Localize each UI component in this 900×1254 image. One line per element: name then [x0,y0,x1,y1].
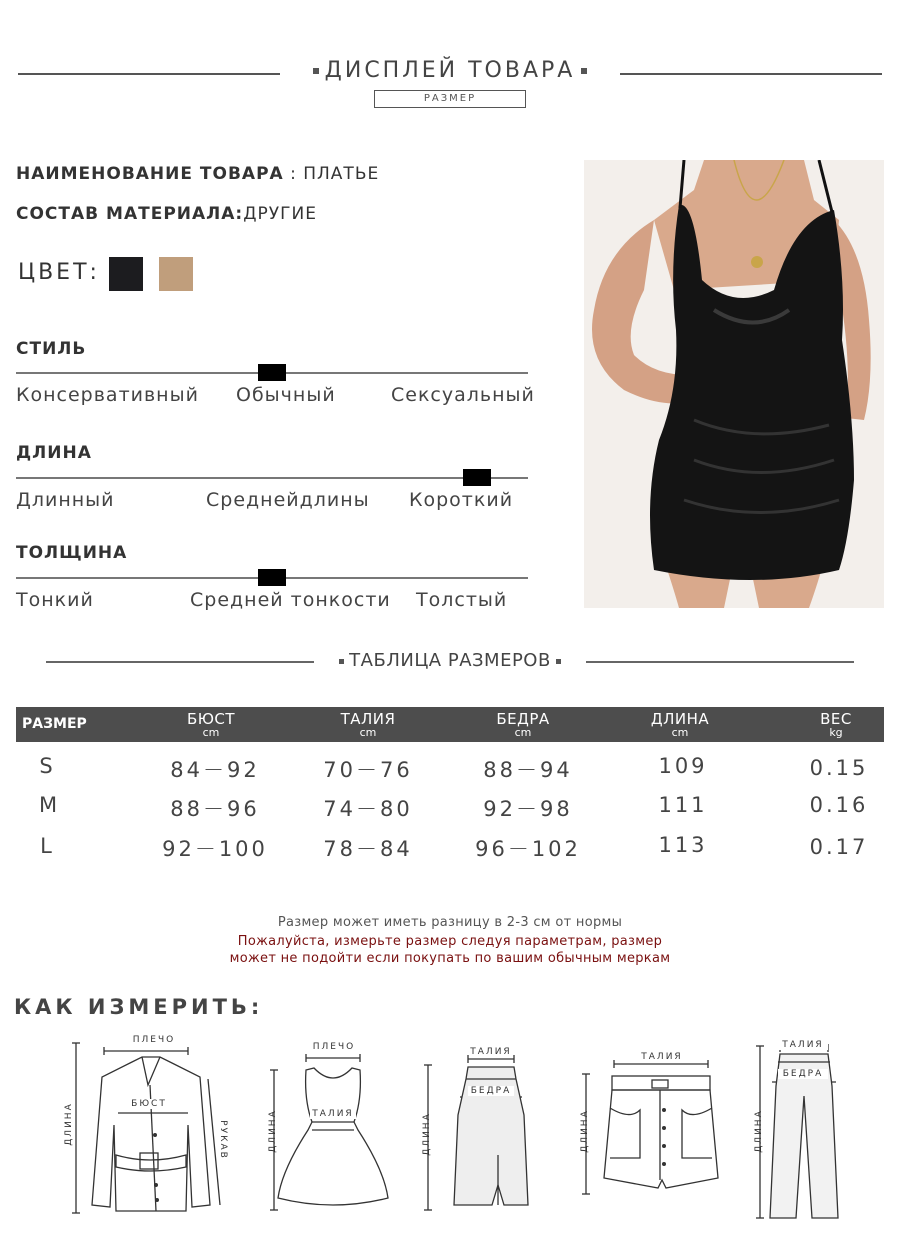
skirt-outline-icon [412,1045,552,1220]
shoulder-label: ПЛЕЧО [312,1042,356,1052]
model-dress-illustration [584,160,884,608]
column-header-name: ТАЛИЯ [340,710,396,728]
color-swatch-beige[interactable] [159,257,193,291]
scale-label-right: Толстый [416,589,508,611]
waist-cell: 78－84 [323,837,413,861]
scale-title: СТИЛЬ [16,339,87,359]
product-material-row [16,204,317,224]
hips-cell: 92－98 [483,797,573,821]
weight-cell: 0.17 [809,835,869,859]
pants-diagram [746,1036,856,1226]
square-bullet-icon [339,659,344,664]
length-label: ДЛИНА [64,1102,74,1146]
scale-label-mid: Средней тонкости [190,589,391,611]
scale-label-left: Консервативный [16,384,199,406]
scale-label-left: Тонкий [16,589,94,611]
weight-cell: 0.16 [809,793,869,817]
color-swatch-black[interactable] [109,257,143,291]
column-header-name: ДЛИНА [650,710,710,728]
column-header-name: БЮСТ [186,710,236,728]
size-table-title-text: ТАБЛИЦА РАЗМЕРОВ [349,650,551,671]
product-photo [584,160,884,608]
section-rule-left [46,661,314,663]
jacket-outline-icon [60,1035,240,1225]
length-label: ДЛИНА [422,1112,432,1156]
scale-label-mid: Среднейдлины [206,489,370,511]
waist-label: ТАЛИЯ [778,1040,828,1050]
column-header-waist [318,707,418,738]
waist-cell: 74－80 [323,797,413,821]
scale-label-left: Длинный [16,489,115,511]
shorts-outline-icon [570,1050,750,1200]
header-rule-right [620,73,882,75]
column-header-hips [473,707,573,738]
column-header-weight [786,707,886,738]
scale-marker [258,364,286,381]
product-name-value: : ПЛАТЬЕ [290,164,380,184]
size-table-title [316,650,584,671]
page-title [290,58,610,83]
size-cell: S [39,754,53,778]
column-header-length [630,707,730,738]
column-header-bust [161,707,261,738]
color-label: ЦВЕТ: [18,260,100,285]
product-material-value: ДРУГИЕ [243,204,317,224]
size-note: Размер может иметь разницу в 2-3 см от нормы [277,915,623,930]
size-cell: M [38,793,58,817]
jacket-diagram [60,1035,240,1225]
shorts-diagram [570,1050,750,1200]
scale-label-right: Сексуальный [391,384,535,406]
length-cell: 111 [658,793,708,817]
length-label: ДЛИНА [268,1109,278,1153]
waist-label: ТАЛИЯ [310,1109,356,1119]
dress-outline-icon [256,1040,406,1220]
length-cell: 109 [658,754,708,778]
product-name-row [16,164,379,184]
sleeve-label: РУКАВ [218,1120,228,1160]
column-header-unit: cm [202,726,220,739]
hips-label: БЕДРА [468,1086,514,1096]
hips-label: БЕДРА [778,1069,828,1079]
scale-label-right: Короткий [409,489,514,511]
bust-label: БЮСТ [124,1099,174,1109]
weight-cell: 0.15 [809,756,869,780]
waist-label: ТАЛИЯ [470,1047,512,1057]
size-warning-line1: Пожалуйста, измерьте размер следуя параметрам, размер [237,934,663,949]
skirt-diagram [412,1045,552,1220]
scale-marker [258,569,286,586]
scale-marker [463,469,491,486]
size-column-header: РАЗМЕР [22,716,87,732]
hips-cell: 96－102 [475,837,581,861]
square-bullet-icon [313,68,319,74]
how-to-measure-title: КАК ИЗМЕРИТЬ: [14,995,264,1019]
column-header-unit: cm [359,726,377,739]
hips-cell: 88－94 [483,758,573,782]
length-label: ДЛИНА [754,1109,764,1153]
dress-diagram [256,1040,406,1220]
bust-cell: 92－100 [162,837,268,861]
scale-title: ДЛИНА [16,443,92,463]
waist-cell: 70－76 [323,758,413,782]
scale-label-mid: Обычный [236,384,336,406]
column-header-unit: cm [671,726,689,739]
scale-title: ТОЛЩИНА [16,543,128,563]
bust-cell: 84－92 [170,758,260,782]
shoulder-label: ПЛЕЧО [132,1035,176,1045]
bust-cell: 88－96 [170,797,260,821]
column-header-unit: kg [829,726,843,739]
length-cell: 113 [658,833,708,857]
product-name-label: НАИМЕНОВАНИЕ ТОВАРА [16,164,284,184]
header-rule-left [18,73,280,75]
length-label: ДЛИНА [580,1109,590,1153]
column-header-name: ВЕС [820,710,852,728]
page-subtitle: РАЗМЕР [374,90,526,108]
section-rule-right [586,661,854,663]
column-header-unit: cm [514,726,532,739]
square-bullet-icon [556,659,561,664]
waist-label: ТАЛИЯ [641,1052,683,1062]
size-warning-line2: может не подойти если покупать по вашим обычным меркам [229,951,671,966]
size-table-header [16,707,884,742]
square-bullet-icon [581,68,587,74]
size-cell: L [40,834,52,858]
scale-track [16,477,528,479]
page-title-text: ДИСПЛЕЙ ТОВАРА [324,58,576,83]
product-material-label: СОСТАВ МАТЕРИАЛА: [16,204,244,224]
column-header-name: БЕДРА [496,710,550,728]
